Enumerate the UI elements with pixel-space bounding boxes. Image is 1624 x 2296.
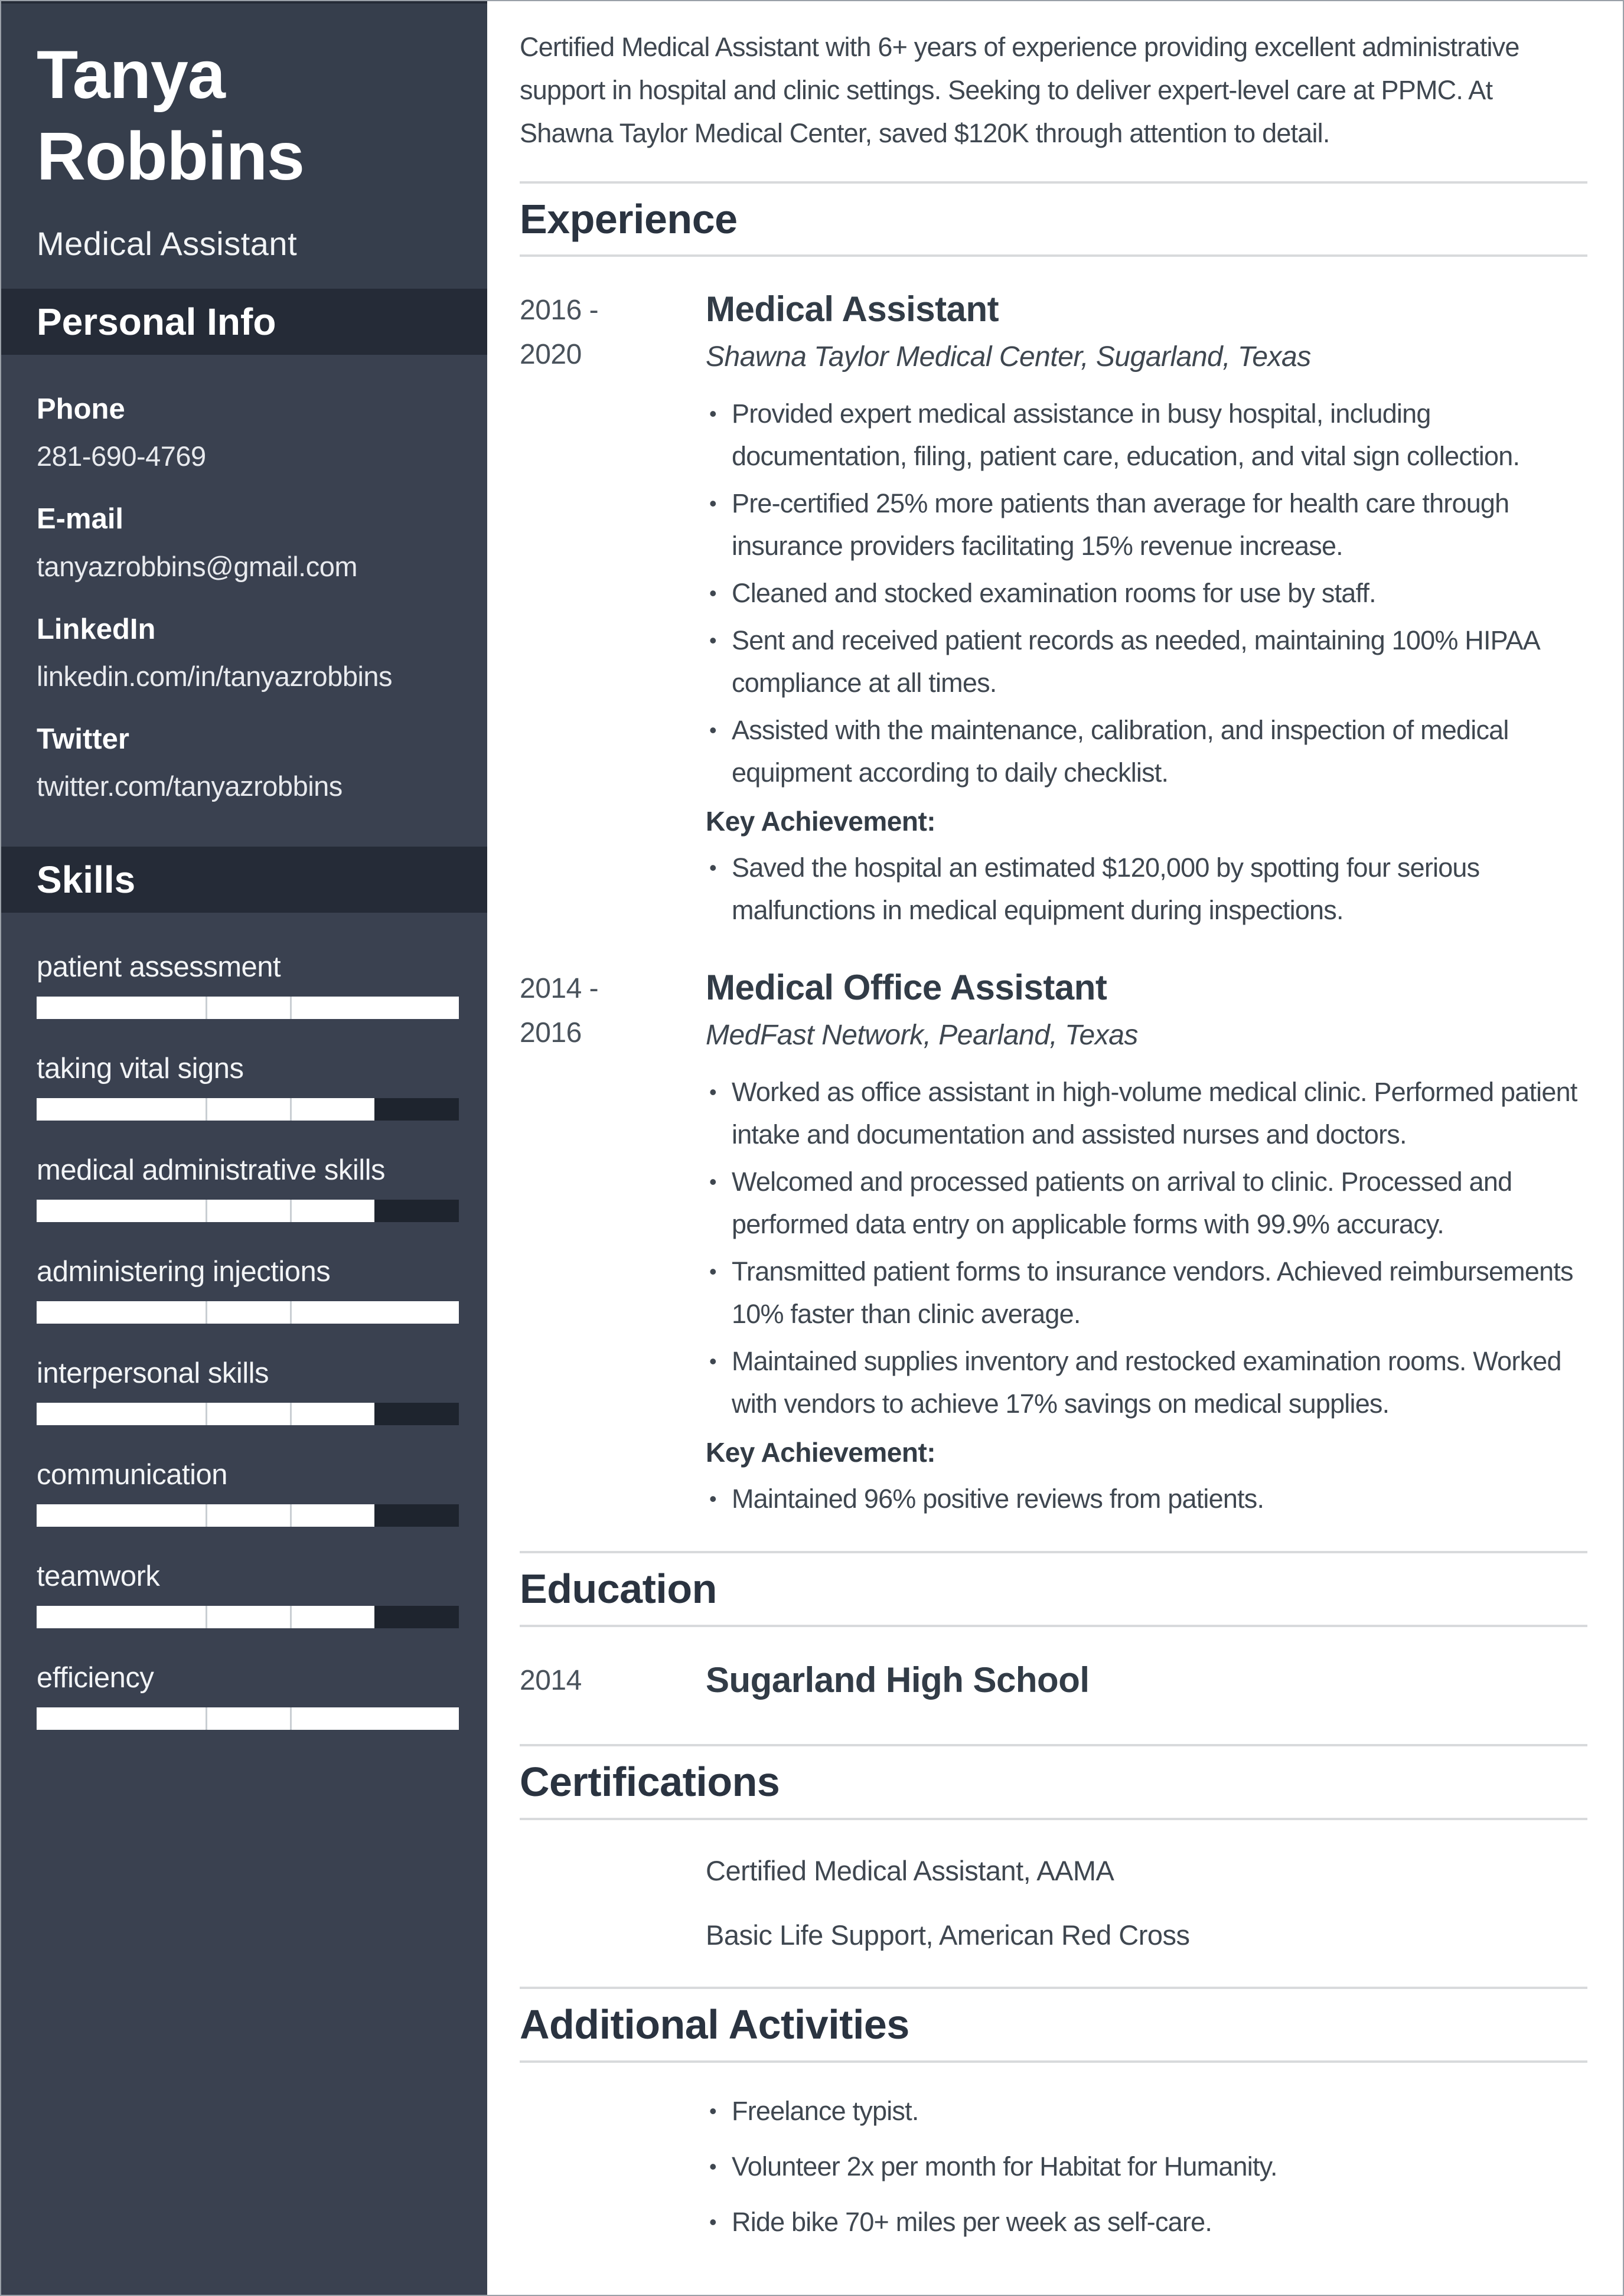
key-achievement-label: Key Achievement:	[706, 1436, 936, 1468]
bullet-item: • Welcomed and processed patients on arrival to clinic. Processed and performed data entry on applicable forms with 99.9% accuracy.	[706, 1161, 1587, 1246]
info-item-phone	[37, 391, 459, 474]
job-details	[706, 967, 1587, 1525]
skill-label: taking vital signs	[37, 1053, 244, 1085]
skill-item	[37, 1052, 459, 1121]
bullet-item: • Worked as office assistant in high-volume medical clinic. Performed patient intake and documentation and assisted nurses and doctors.	[706, 1071, 1587, 1156]
skill-label: efficiency	[37, 1662, 154, 1694]
activity-item: • Ride bike 70+ miles per week as self-care.	[706, 2201, 1587, 2243]
skill-bar-divider	[290, 997, 292, 1019]
skill-bar-fill	[37, 1301, 459, 1324]
skill-bar-fill	[37, 1707, 459, 1730]
bullet-item: • Pre-certified 25% more patients than average for health care through insurance providers facilitating 15% revenue increase.	[706, 482, 1587, 567]
certification-item: Certified Medical Assistant, AAMA	[706, 1854, 1114, 1886]
key-achievement-bullets	[706, 847, 1587, 932]
skill-bar-divider	[206, 1606, 207, 1628]
skill-item	[37, 1560, 459, 1628]
skill-bar	[37, 1504, 459, 1527]
job-bullets	[706, 1071, 1587, 1425]
education-entry	[520, 1659, 1587, 1703]
linkedin-value: linkedin.com/in/tanyazrobbins	[37, 660, 393, 692]
skill-bar-divider	[290, 1200, 292, 1222]
skill-bar-divider	[206, 1504, 207, 1527]
job-entry	[520, 967, 1587, 1525]
skill-bar-divider	[206, 1200, 207, 1222]
activities-list	[706, 2090, 1587, 2243]
skill-bar	[37, 1098, 459, 1121]
job-title: Medical Office Assistant	[706, 968, 1107, 1008]
key-achievement-bullets	[706, 1478, 1587, 1520]
education-year: 2014	[520, 1664, 582, 1696]
skill-item	[37, 1661, 459, 1730]
personal-info-heading-label: Personal Info	[37, 301, 276, 343]
job-date-end: 2020	[520, 338, 582, 370]
key-achievement-label: Key Achievement:	[706, 805, 936, 837]
info-item-email	[37, 501, 459, 584]
education-section-head	[520, 1553, 1587, 1625]
info-label: E-mail	[37, 503, 124, 535]
bullet-item: • Assisted with the maintenance, calibration, and inspection of medical equipment according to daily checklist.	[706, 709, 1587, 794]
education-school: Sugarland High School	[706, 1660, 1090, 1700]
info-item-linkedin	[37, 612, 459, 694]
name-panel	[1, 4, 487, 289]
activities-section-body	[520, 2063, 1587, 2280]
skill-bar-divider	[206, 1098, 207, 1121]
skill-bar	[37, 1707, 459, 1730]
phone-value: 281-690-4769	[37, 440, 206, 472]
skill-label: patient assessment	[37, 951, 281, 984]
experience-section-title: Experience	[520, 195, 738, 242]
job-details	[706, 289, 1587, 936]
skill-label: communication	[37, 1459, 228, 1491]
job-bullets	[706, 393, 1587, 794]
activity-item: • Volunteer 2x per month for Habitat for Humanity.	[706, 2145, 1587, 2188]
skill-bar-divider	[206, 997, 207, 1019]
activity-item: • Freelance typist.	[706, 2090, 1587, 2132]
skills-panel	[1, 913, 487, 2295]
skill-bar-divider	[206, 1707, 207, 1730]
certifications-section-head	[520, 1746, 1587, 1818]
summary-paragraph: Certified Medical Assistant with 6+ years of experience providing excellent administrative support in hospital and clinic settings. Seeking to deliver expert-level care at PPMC. At Shawna Taylor Medical Center, saved $120K through attention to detail.	[520, 32, 1519, 148]
skill-bar	[37, 1606, 459, 1628]
skill-bar-divider	[290, 1301, 292, 1324]
certification-item: Basic Life Support, American Red Cross	[706, 1919, 1190, 1951]
main-column	[487, 1, 1623, 2295]
skill-bar-divider	[290, 1504, 292, 1527]
info-label: Phone	[37, 393, 125, 425]
activities-section-head	[520, 1989, 1587, 2060]
job-company: Shawna Taylor Medical Center, Sugarland, Texas	[706, 341, 1311, 373]
bullet-item: • Transmitted patient forms to insurance vendors. Achieved reimbursements 10% faster than clinic average.	[706, 1250, 1587, 1335]
skill-bar-divider	[290, 1606, 292, 1628]
job-title: Medical Assistant	[706, 289, 999, 329]
bullet-item: • Maintained supplies inventory and restocked examination rooms. Worked with vendors to achieve 17% savings on medical supplies.	[706, 1340, 1587, 1425]
skill-label: interpersonal skills	[37, 1357, 269, 1390]
skill-label: administering injections	[37, 1256, 331, 1288]
skill-bar	[37, 1301, 459, 1324]
job-date-end: 2016	[520, 1017, 582, 1049]
personal-info-panel	[1, 355, 487, 847]
skill-bar-divider	[290, 1403, 292, 1425]
skill-label: teamwork	[37, 1560, 160, 1593]
info-label: Twitter	[37, 723, 129, 756]
experience-section-head	[520, 184, 1587, 255]
job-dates	[520, 289, 706, 936]
sidebar	[1, 1, 487, 2295]
bullet-item: • Maintained 96% positive reviews from patients.	[706, 1478, 1587, 1520]
skill-bar-divider	[206, 1301, 207, 1324]
skill-bar-fill	[37, 997, 459, 1019]
skill-bar	[37, 1200, 459, 1222]
person-job-title: Medical Assistant	[37, 225, 298, 262]
personal-info-heading	[1, 289, 487, 355]
bullet-item: • Provided expert medical assistance in busy hospital, including documentation, filing, patient care, education, and vital sign collection.	[706, 393, 1587, 478]
skill-bar	[37, 997, 459, 1019]
certifications-section-title: Certifications	[520, 1759, 780, 1805]
person-name: Tanya Robbins	[37, 37, 304, 194]
education-section-body	[520, 1627, 1587, 1744]
bullet-item: • Sent and received patient records as needed, maintaining 100% HIPAA compliance at all times.	[706, 619, 1587, 704]
skill-label: medical administrative skills	[37, 1154, 386, 1187]
certification-list	[706, 1852, 1587, 1954]
skill-bar-divider	[290, 1707, 292, 1730]
job-date-start: 2016 -	[520, 295, 599, 326]
info-label: LinkedIn	[37, 613, 156, 645]
twitter-value: twitter.com/tanyazrobbins	[37, 770, 343, 802]
skill-item	[37, 1357, 459, 1425]
bullet-item: • Saved the hospital an estimated $120,000 by spotting four serious malfunctions in medical equipment during inspections.	[706, 847, 1587, 932]
education-section-title: Education	[520, 1566, 717, 1612]
certifications-section-body	[520, 1820, 1587, 1987]
skills-heading	[1, 847, 487, 913]
skill-item	[37, 1255, 459, 1324]
skill-bar-divider	[206, 1403, 207, 1425]
skills-heading-label: Skills	[37, 858, 136, 902]
bullet-item: • Cleaned and stocked examination rooms for use by staff.	[706, 572, 1587, 615]
job-entry	[520, 289, 1587, 936]
activities-section-title: Additional Activities	[520, 2001, 909, 2048]
experience-section-body	[520, 257, 1587, 1551]
skill-item	[37, 1458, 459, 1527]
job-date-start: 2014 -	[520, 973, 599, 1005]
skill-item	[37, 1154, 459, 1222]
skill-bar	[37, 1403, 459, 1425]
email-value: tanyazrobbins@gmail.com	[37, 550, 357, 582]
info-item-twitter	[37, 721, 459, 804]
skill-bar-divider	[290, 1098, 292, 1121]
job-dates	[520, 967, 706, 1525]
skill-item	[37, 951, 459, 1019]
job-company: MedFast Network, Pearland, Texas	[706, 1020, 1138, 1051]
